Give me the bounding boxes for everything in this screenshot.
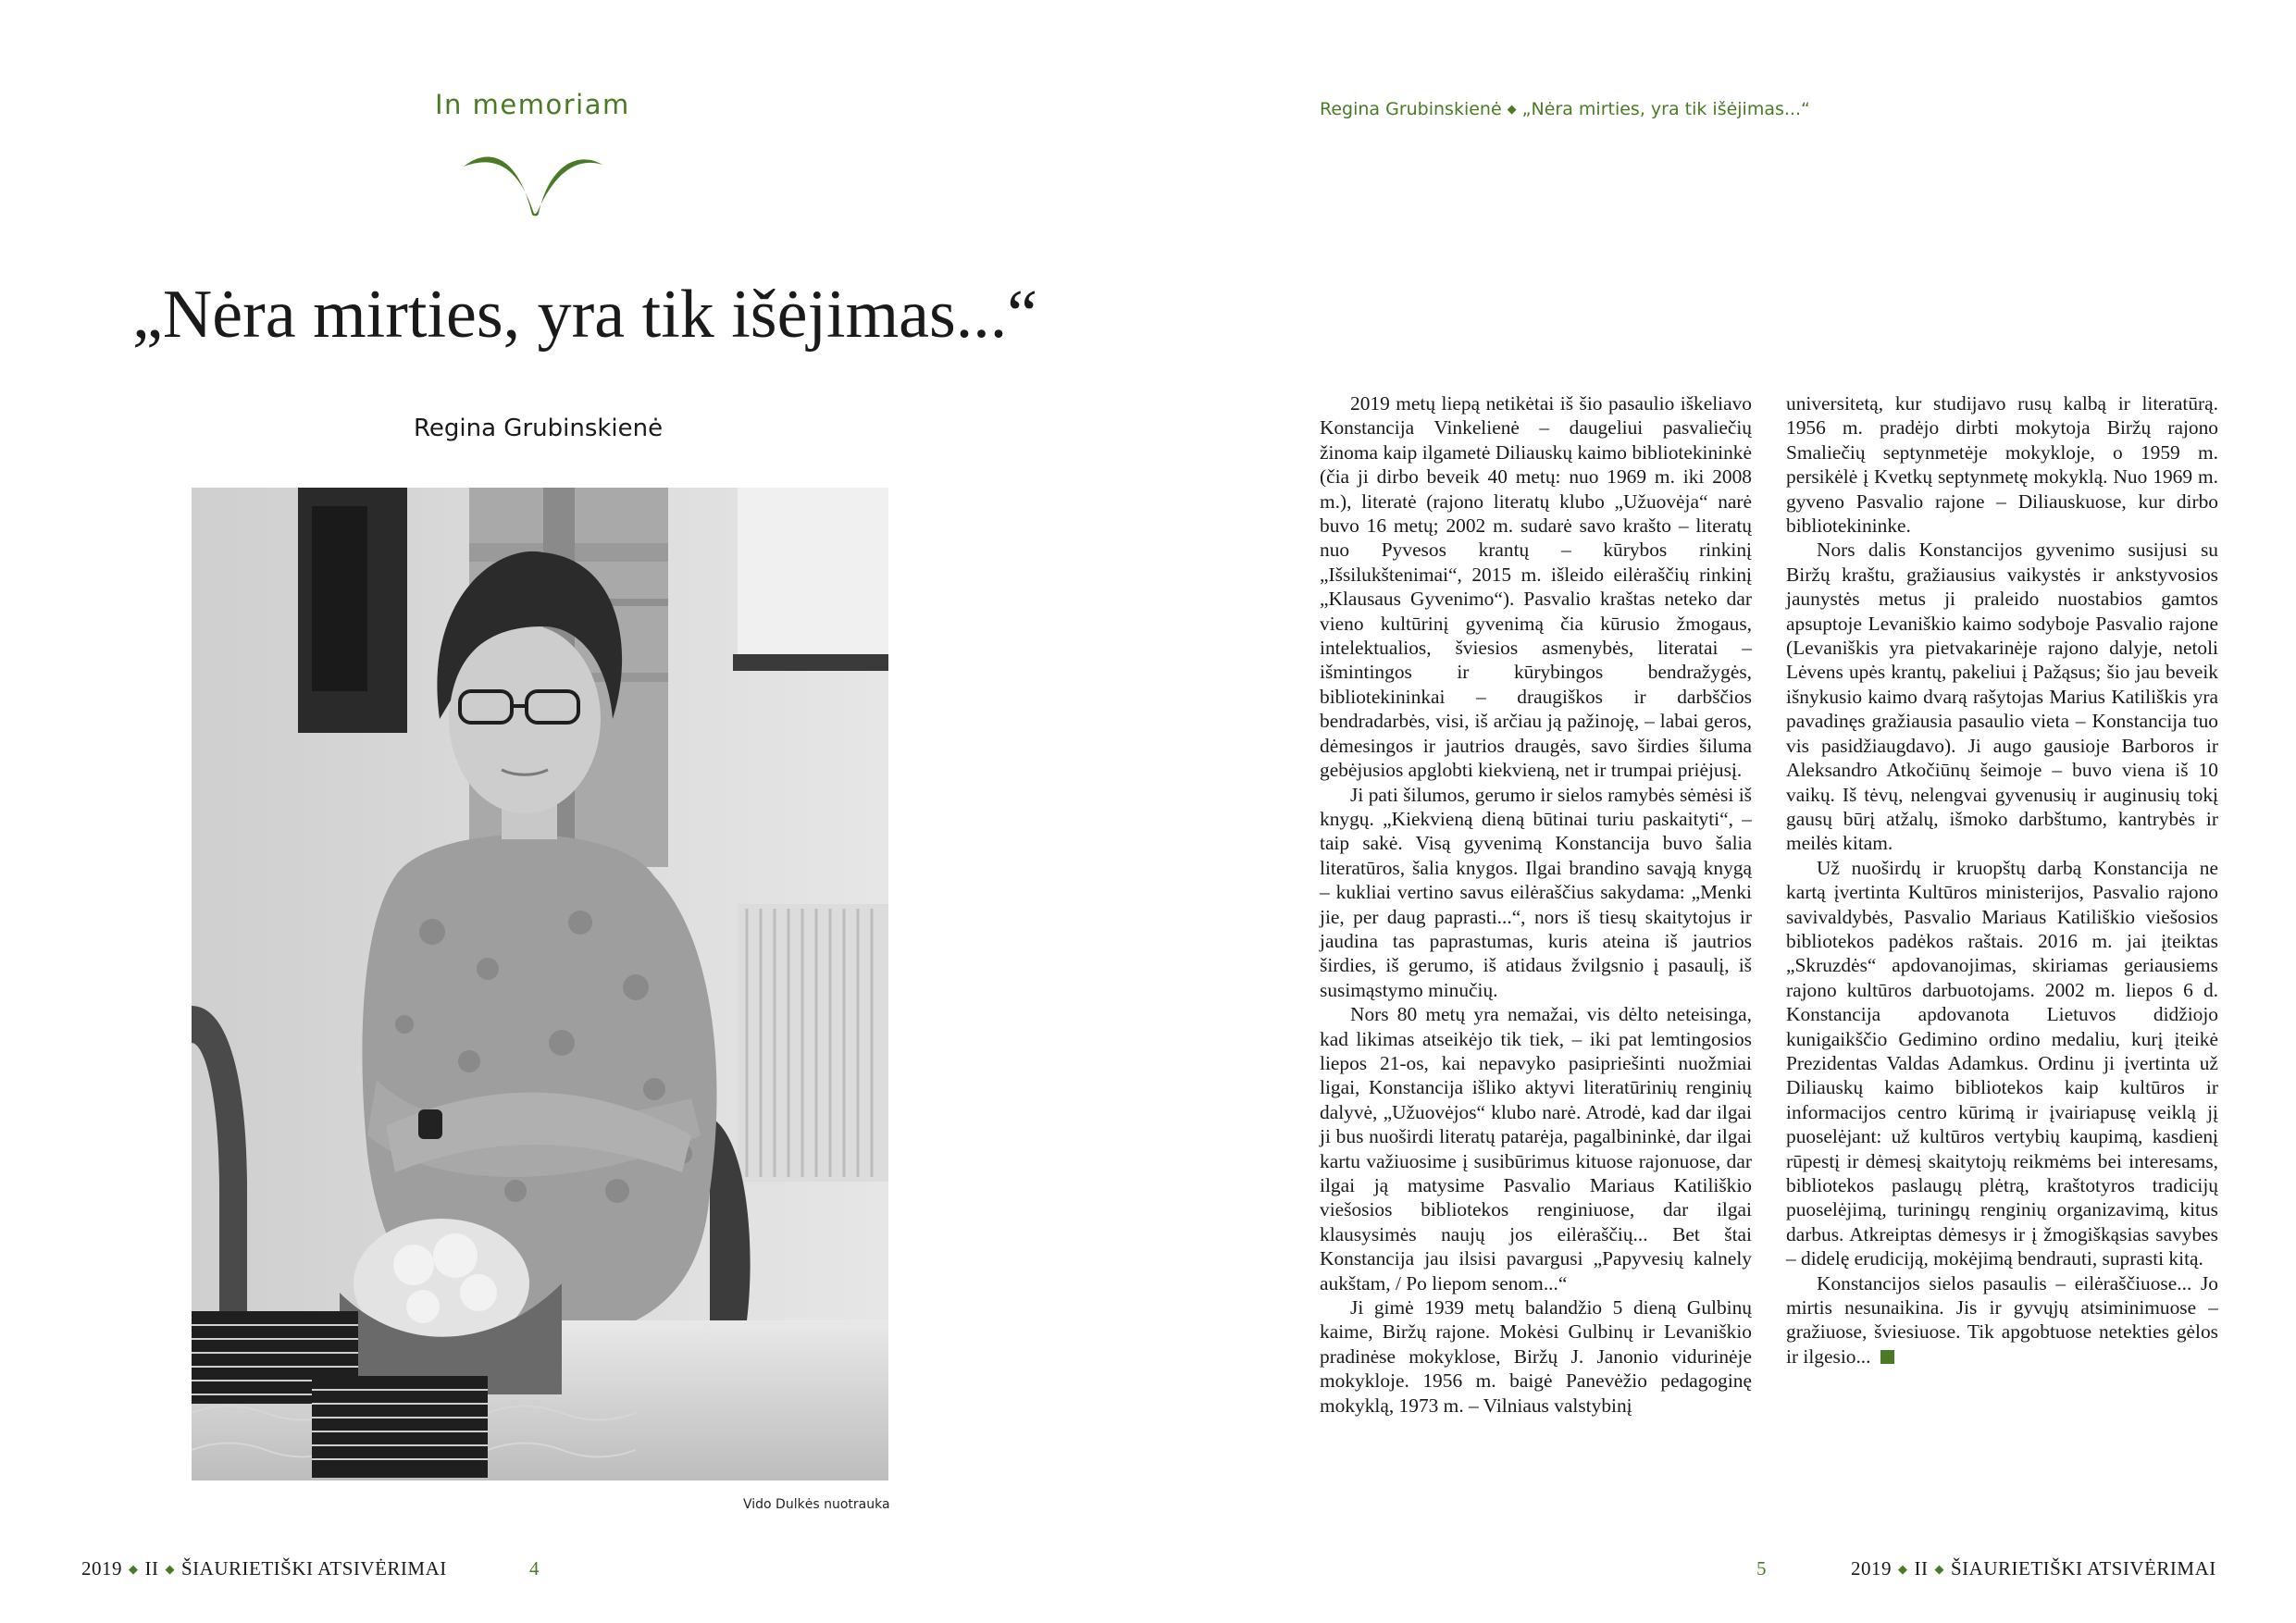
paragraph: 2019 metų liepą netikėtai iš šio pasaulio iškeliavo Konstancija Vinkelienė – daugeliui pasvaliečių žinoma kaip ilgametė Diliauskų kaimo bibliotekininkė (čia ji dirbo beveik 40 metų: nuo 1969 m. iki 2008 m.), literatė (rajono literatų klubo „Užuovėja“ narė buvo 16 metų; 2002 m. sudarė savo krašto – literatų nuo Pyvesos krantų – kūrybos rinkinį „Išsilukštenimai“, 2015 m. išleido eilėraščių rinkinį „Klausaus Gyvenimo“). Pasvalio kraštas neteko dar vieno kultūrinį gyvenimą čia kūrusio žmogaus, intelektualios, šviesios asmenybės, literatai – išmintingos ir kūrybingos bendražygės, bibliotekininkai – draugiškos ir darbščios bendradarbės, visi, iš arčiau ją pažinoję, – labai geros, dėmesingos ir jautrios draugės, savo širdies šiluma gebėjusios apglobti kiekvieną, net ir trumpai priėjusį. xyxy=(1320,392,1752,782)
portrait-photo xyxy=(192,488,888,1481)
footer-issue: II xyxy=(144,1557,159,1580)
paragraph: Ji gimė 1939 metų balandžio 5 dieną Gulbinų kaime, Biržų rajone. Mokėsi Gulbinų ir Levaniškio pradinėse mokyklose, Biržų J. Janonio vidurinėje mokykloje. 1956 m. baigė Panevėžio pedagoginę mokyklą, 1973 m. – Vilniaus valstybinį xyxy=(1320,1296,1752,1417)
diamond-separator-icon: ◆ xyxy=(1507,103,1517,117)
running-head xyxy=(1320,99,1810,119)
diamond-separator-icon: ◆ xyxy=(129,1562,139,1576)
running-head-title: „Nėra mirties, yra tik išėjimas...“ xyxy=(1521,99,1810,119)
article-title: „Nėra mirties, yra tik išėjimas...“ xyxy=(132,277,1038,353)
footer-right xyxy=(1851,1557,2216,1580)
page-number: 4 xyxy=(529,1557,540,1580)
paragraph-text: Konstancijos sielos pasaulis – eilėraščiuose... Jo mirtis nesunaikina. Jis ir gyvųjų atsiminimuose – gražiuose, šviesiuose. Tik apgobtuose netekties gėlos ir ilgesio... xyxy=(1786,1271,2218,1368)
paragraph-continuation: universitetą, kur studijavo rusų kalbą ir literatūrą. 1956 m. pradėjo dirbti mokytoja Biržų rajono Smaliečių septynmetėje mokykloje, o 1959 m. persikėlė į Kvetkų septynmetę mokyklą. Nuo 1969 m. gyveno Pasvalio rajone – Diliauskuose, kur dirbo bibliotekininke. xyxy=(1786,392,2218,538)
photo-credit: Vido Dulkės nuotrauka xyxy=(743,1497,890,1512)
page-number: 5 xyxy=(1756,1557,1767,1580)
running-head-author: Regina Grubinskienė xyxy=(1320,99,1502,119)
paragraph: Už nuoširdų ir kruopštų darbą Konstancija ne kartą įvertinta Kultūros ministerijos, Pasvalio rajono savivaldybės, Pasvalio Mariaus Katiliškio viešosios bibliotekos padėkos raštais. 2016 m. jai įteiktas „Skruzdės“ apdovanojimas, skiriamas geriausiems rajono kultūros darbuotojams. 2002 m. liepos 6 d. Konstancija apdovanota Lietuvos didžiojo kunigaikščio Gedimino ordino medaliu, kurį įteikė Prezidentas Valdas Adamkus. Ordinu ji įvertinta už Diliauskų kaimo bibliotekos kaip kultūros ir informacijos centro kūrimą ir įvairiapusę veiklą jį puoselėjant: už kultūros vertybių kaupimą, kasdienį rūpestį ir dėmesį skaitytojų reikmėms bei interesams, bibliotekos paslaugų plėtrą, kraštotyros tradicijų puoselėjimą, turiningų renginių organizavimą, kitus darbus. Atkreiptas dėmesys ir į žmogiškąsias savybes – didelę erudiciją, mokėjimą bendrauti, suprasti kitą. xyxy=(1786,856,2218,1270)
footer-journal: ŠIAURIETIŠKI ATSIVĖRIMAI xyxy=(181,1557,447,1580)
footer-issue: II xyxy=(1914,1557,1929,1580)
end-square-icon xyxy=(1880,1350,1894,1364)
footer-left xyxy=(81,1557,447,1580)
footer-journal: ŠIAURIETIŠKI ATSIVĖRIMAI xyxy=(1951,1557,2216,1580)
text-column-1 xyxy=(1320,391,1752,1418)
diamond-separator-icon: ◆ xyxy=(1934,1562,1944,1576)
paragraph: Nors dalis Konstancijos gyvenimo susijusi su Biržų kraštu, gražiausius vaikystės ir ankstyvosios jaunystės metus ji praleido nuostabios gamtos apsuptoje Levaniškio kaimo sodyboje Pasvalio rajone (Levaniškis yra pietvakarinėje rajono dalyje, netoli Lėvens upės krantų, pakeliui į Pažąsus; šio jau beveik išnykusio kaimo dvarą rašytojas Marius Katiliškis yra pavadinęs gražiausia pasaulio vieta – Konstancija tuo vis pasidžiaugdavo). Ji augo gausioje Barboros ir Aleksandro Atkočiūnų šeimoje – buvo viena iš 10 vaikų. Iš tėvų, nelengvai gyvenusių ir auginusių tokį gausų būrį atžalų, išmoko darbštumo, kantrybės ir meilės kitam. xyxy=(1786,539,2218,855)
author-name: Regina Grubinskienė xyxy=(414,415,664,442)
paragraph: Nors 80 metų yra nemažai, vis dėlto neteisinga, kad likimas atseikėjo tik tiek, – iki pat lemtingosios liepos 21-os, kai nepavyko pasipriešinti nuožmiai ligai, Konstancija išliko aktyvi literatūrinių renginių dalyvė, „Užuovėjos“ klubo narė. Atrodė, kad dar ilgai ji bus nuoširdi literatų patarėja, pagalbininkė, dar ilgai kartu važiuosime į susibūrimus kituose rajonuose, dar ilgai ją matysime Pasvalio Mariaus Katiliškio viešosios bibliotekos renginiuose, dar ilgai klausysimės naujų jos eilėraščių... Bet štai Konstancija jau ilsisi pavargusi „Papyvesių kalnely aukštam, / Po liepom senom...“ xyxy=(1320,1003,1752,1295)
text-column-2 xyxy=(1786,391,2218,1369)
diamond-separator-icon: ◆ xyxy=(1898,1562,1908,1576)
v-wing-emblem-icon xyxy=(460,146,606,218)
footer-year: 2019 xyxy=(81,1557,122,1580)
section-label: In memoriam xyxy=(435,89,630,120)
paragraph: Ji pati šilumos, gerumo ir sielos ramybės sėmėsi iš knygų. „Kiekvieną dieną būtinai turiu paskaityti“, – taip sakė. Visą gyvenimą Konstancija buvo šalia literatūros, šalia knygos. Ilgai brandino savąją knygą – kukliai vertino savus eilėraščius sakydama: „Menki jie, per daug paprasti...“, nors iš tiesų skaitytojus ir jaudina tas paprastumas, kuris ateina iš jautrios širdies, iš gerumo, iš atidaus žvilgsnio į pasaulį, iš susimąstymo minučių. xyxy=(1320,783,1752,1001)
diamond-separator-icon: ◆ xyxy=(165,1562,175,1576)
last-paragraph xyxy=(1786,1271,2218,1369)
footer-year: 2019 xyxy=(1851,1557,1892,1580)
